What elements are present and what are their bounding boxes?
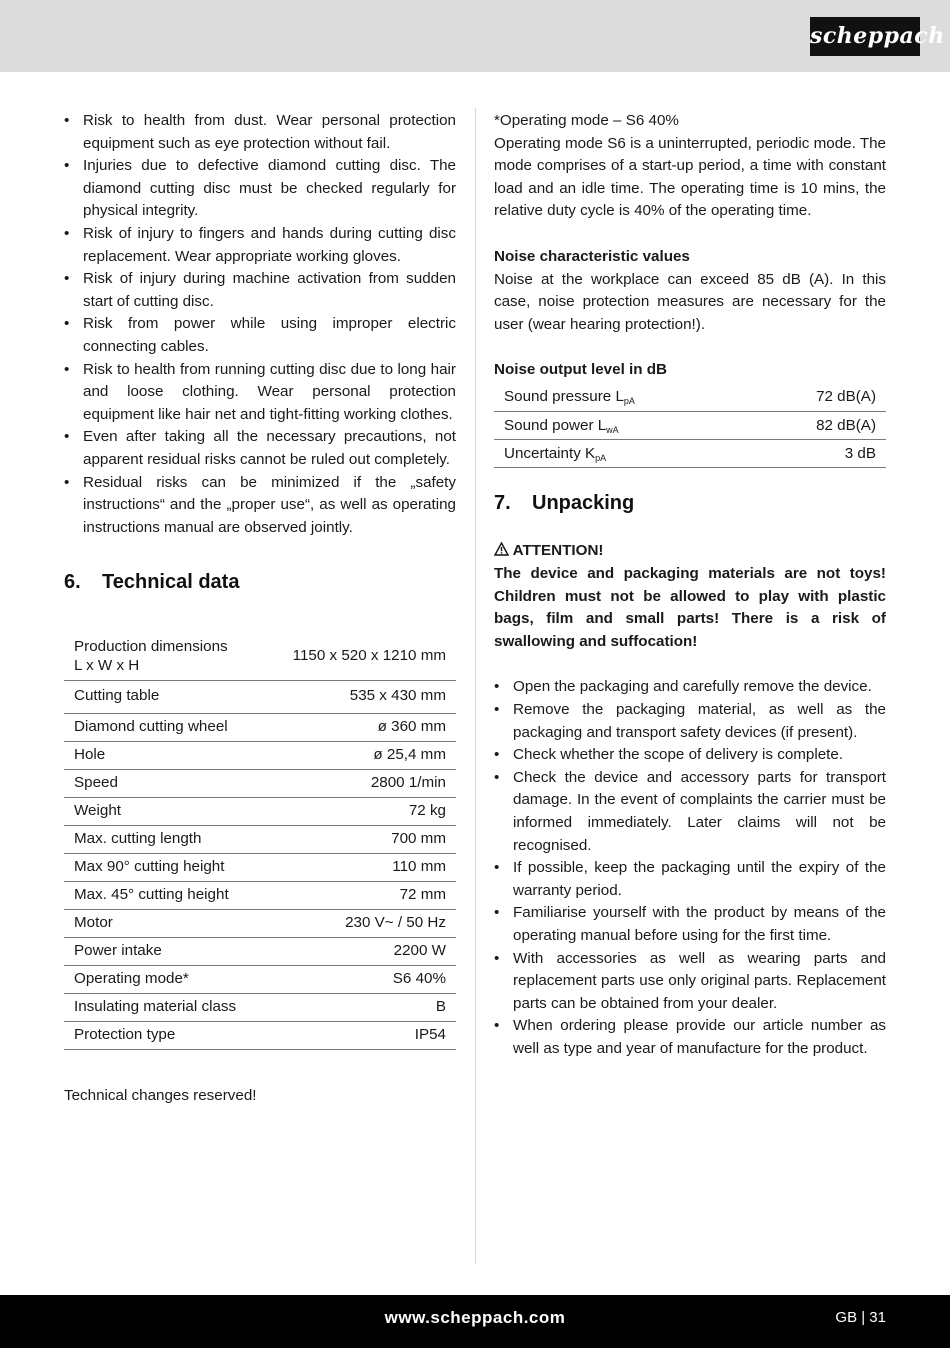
spec-value: 230 V~ / 50 Hz [265, 909, 456, 937]
table-row [64, 741, 456, 769]
noise-value: 72 dB(A) [750, 384, 886, 412]
spec-value: 72 mm [265, 881, 456, 909]
table-row [64, 909, 456, 937]
spec-label: Max 90° cutting height [64, 853, 265, 881]
section-title: Unpacking [532, 492, 635, 515]
spec-label: Max. cutting length [64, 825, 265, 853]
logo-text: scheppach [810, 23, 945, 49]
risk-item: • Residual risks can be minimized if the „safety instructions“ and the „proper use“, as well as operating instructions manual are observed jointly. [64, 472, 456, 540]
unpacking-item: • If possible, keep the packaging until the expiry of the warranty period. [494, 857, 886, 902]
table-row [64, 713, 456, 741]
noise-label: Sound pressure $L_{pA}$ [494, 384, 750, 412]
table-row [494, 440, 886, 468]
unpacking-item: • Check whether the scope of delivery is complete. [494, 744, 886, 767]
spec-value: IP54 [265, 1021, 456, 1049]
unpacking-item: • Open the packaging and carefully remove the device. [494, 676, 886, 699]
website-link[interactable]: www.scheppach.com [384, 1308, 566, 1327]
spec-value: 700 mm [265, 825, 456, 853]
technical-data-table [64, 632, 456, 1050]
section-6-heading [64, 569, 456, 595]
spec-label: Protection type [64, 1021, 265, 1049]
spec-label: Production dimensions L x W x H [64, 632, 265, 680]
spec-value: ø 360 mm [265, 713, 456, 741]
table-row [64, 965, 456, 993]
risk-item: • Risk to health from running cutting disc due to long hair and loose clothing. Wear personal protection equipment like hair net and tight-fitting working clothes. [64, 359, 456, 427]
spec-value: 2200 W [265, 937, 456, 965]
spec-value: S6 40% [265, 965, 456, 993]
spec-label: Power intake [64, 937, 265, 965]
noise-heading: Noise characteristic values [494, 247, 690, 265]
table-row [64, 769, 456, 797]
attention-label: ATTENTION! [512, 542, 604, 560]
column-divider [475, 108, 476, 1264]
noise-output-heading: Noise output level in dB [494, 361, 667, 379]
table-row [64, 937, 456, 965]
attention-text: The device and packaging materials are not toys! Children must not be allowed to play with plastic bags, film and small parts! There is a risk of swallowing and suffocation! [494, 565, 886, 650]
risk-item: • Risk from power while using improper electric connecting cables. [64, 313, 456, 358]
unpacking-list [494, 676, 886, 1060]
spec-label: Insulating material class [64, 993, 265, 1021]
spec-value: 535 x 430 mm [265, 680, 456, 713]
noise-table [494, 384, 886, 469]
operating-mode-text: Operating mode S6 is a uninterrupted, periodic mode. The mode comprises of a start-up period, a time with constant load and an idle time. The operating time is 10 mins, the relative duty cycle is 40% of the operating time. [494, 134, 886, 220]
section-7-heading [494, 490, 886, 516]
table-row [64, 853, 456, 881]
noise-label: Uncertainty $K_{pA}$ [494, 440, 750, 468]
noise-value: 3 dB [750, 440, 886, 468]
noise-text: Noise at the workplace can exceed 85 dB (A). In this case, noise protection measures are necessary for the user (wear hearing protection!). [494, 270, 886, 333]
spec-value: B [265, 993, 456, 1021]
section-number: 6. [64, 571, 81, 594]
brand-logo [810, 17, 945, 56]
spec-value: ø 25,4 mm [265, 741, 456, 769]
table-row [64, 881, 456, 909]
section-number: 7. [494, 492, 511, 515]
spec-label: Speed [64, 769, 265, 797]
spec-label: Max. 45° cutting height [64, 881, 265, 909]
risk-item: • Risk to health from dust. Wear personal protection equipment such as eye protection without fail. [64, 110, 456, 155]
spec-label: Cutting table [64, 680, 265, 713]
risk-item: • Even after taking all the necessary precautions, not apparent residual risks cannot be ruled out completely. [64, 426, 456, 471]
table-row [64, 1021, 456, 1049]
header-band [0, 0, 950, 72]
noise-value: 82 dB(A) [750, 412, 886, 440]
page-number: GB | 31 [835, 1309, 886, 1326]
footer-bar [0, 1295, 950, 1348]
risk-list [64, 110, 456, 539]
risk-item: • Risk of injury to fingers and hands during cutting disc replacement. Wear appropriate working gloves. [64, 223, 456, 268]
attention-heading [494, 540, 886, 563]
unpacking-item: • With accessories as well as wearing parts and replacement parts use only original parts. Replacement parts can be obtained from your dealer. [494, 948, 886, 1016]
spec-label: Weight [64, 797, 265, 825]
left-column [64, 110, 456, 1107]
noise-label: Sound power $L_{wA}$ [494, 412, 750, 440]
spec-value: 72 kg [265, 797, 456, 825]
warning-triangle-icon [494, 542, 509, 556]
table-row [494, 384, 886, 412]
spec-label: Motor [64, 909, 265, 937]
table-row [64, 993, 456, 1021]
right-column [494, 110, 886, 1061]
technical-changes-note: Technical changes reserved! [64, 1086, 257, 1104]
risk-item: • Risk of injury during machine activation from sudden start of cutting disc. [64, 268, 456, 313]
spec-label: Hole [64, 741, 265, 769]
spec-value: 1150 x 520 x 1210 mm [265, 632, 456, 680]
spec-value: 110 mm [265, 853, 456, 881]
unpacking-item: • Familiarise yourself with the product by means of the operating manual before using for the first time. [494, 902, 886, 947]
table-row [64, 825, 456, 853]
operating-mode-heading: *Operating mode – S6 40% [494, 112, 679, 129]
section-title: Technical data [102, 571, 240, 594]
spec-value: 2800 1/min [265, 769, 456, 797]
spec-label: Operating mode* [64, 965, 265, 993]
unpacking-item: • Remove the packaging material, as well as the packaging and transport safety devices (if present). [494, 699, 886, 744]
table-row [494, 412, 886, 440]
spec-label: Diamond cutting wheel [64, 713, 265, 741]
unpacking-item: • When ordering please provide our article number as well as type and year of manufacture for the product. [494, 1015, 886, 1060]
table-row [64, 680, 456, 713]
risk-item: • Injuries due to defective diamond cutting disc. The diamond cutting disc must be checked regularly for physical integrity. [64, 155, 456, 223]
table-row [64, 632, 456, 680]
unpacking-item: • Check the device and accessory parts for transport damage. In the event of complaints the carrier must be informed immediately. Later claims will not be recognised. [494, 767, 886, 857]
table-row [64, 797, 456, 825]
